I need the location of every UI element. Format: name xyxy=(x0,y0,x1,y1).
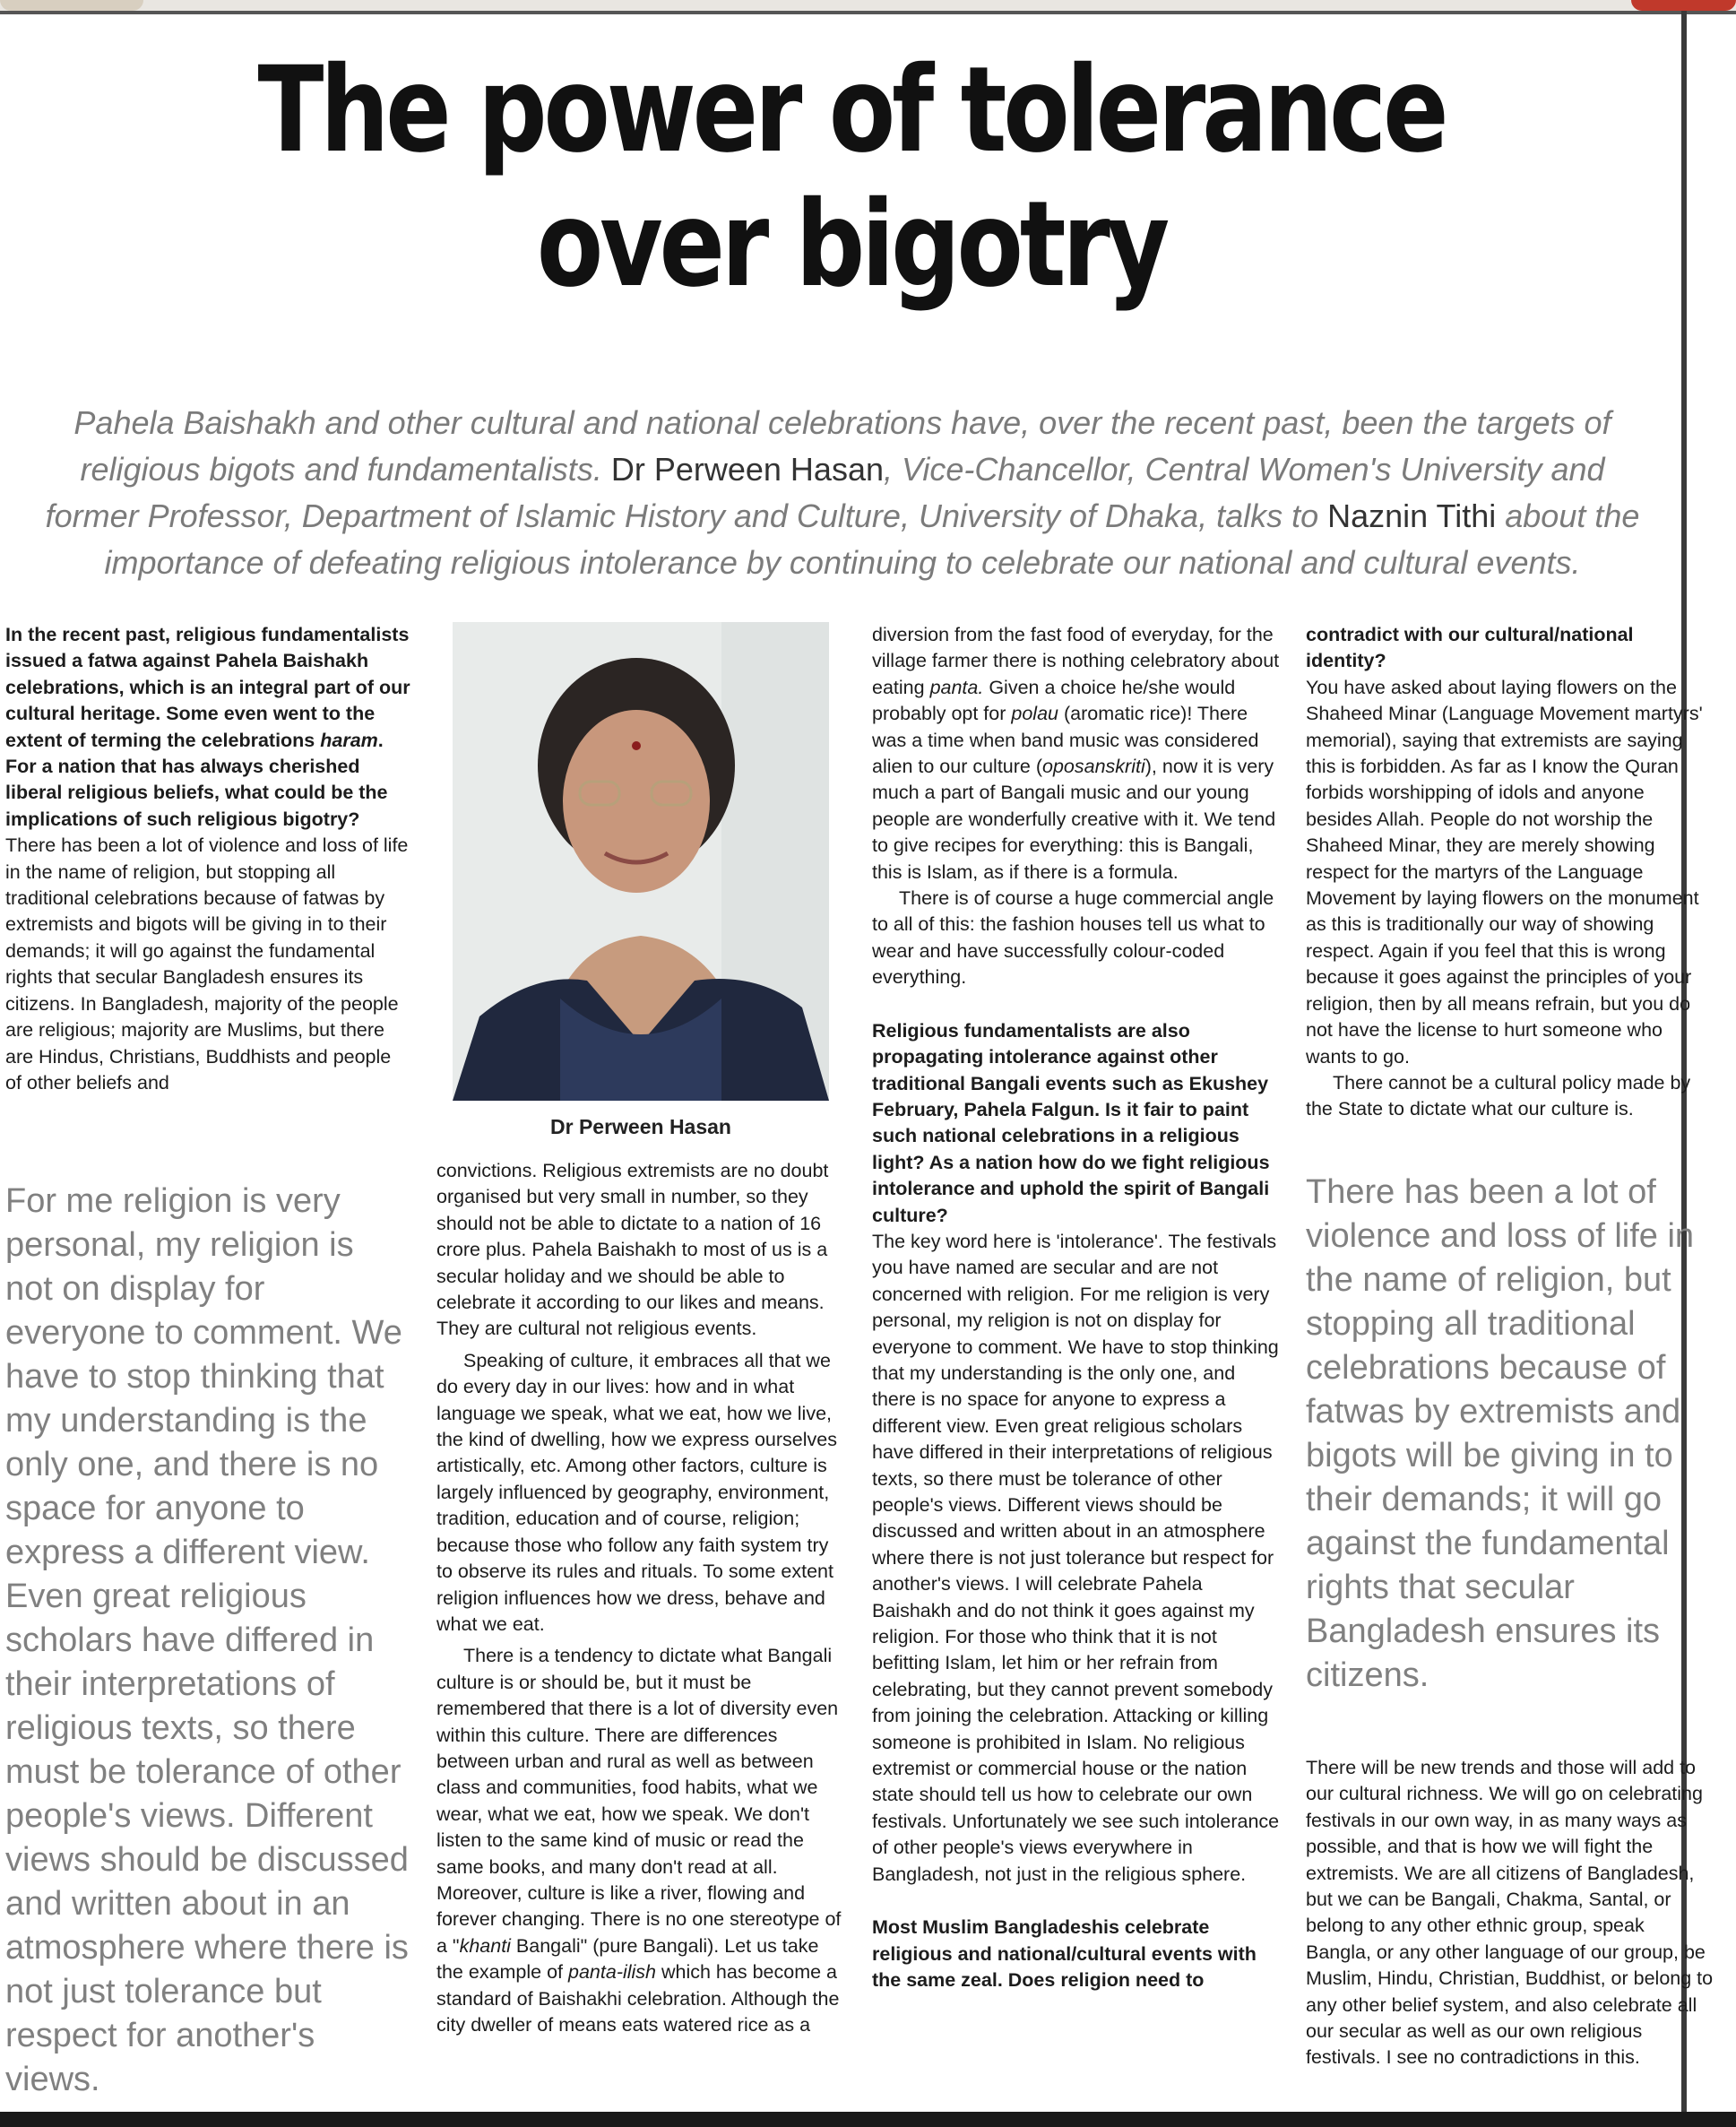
pull-quote-right: There has been a lot of violence and loss of life in the name of religion, but stopping all traditional celebrations because of fatwas by extremists and bigots will be giving in to their demands; it will go against the fundamental rights that secular Bangladesh ensures its citizens. xyxy=(1306,1173,1695,1694)
paragraph-3-1-text-b: Given a choice he/she would probably opt for xyxy=(872,676,1236,725)
paragraph-3-1-emphasis-1: panta. xyxy=(929,676,984,698)
question-1-text-b: . For a nation that has always cherished liberal religious beliefs, what could be the implications of such religious bigotry? xyxy=(5,729,388,830)
column-4 xyxy=(1306,622,1714,1123)
paragraph-2-3-text-c: which has become a standard of Baishakhi celebration. Although the city dweller of means eats watered rice as a xyxy=(436,1961,840,2036)
spacer xyxy=(872,1888,1281,1915)
answer-4: There will be new trends and those will add to our cultural richness. We will go on celebrating festivals in our own way, in as many ways as possible, and that is how we will fight the extremists. We are all citizens of Bangladesh, but we can be Bangali, Chakma, Santal, or belong to any other ethnic group, speak Bangla, or any other language of our group, be Muslim, Hindu, Christian, Buddhist, or belong to any other belief system, and also celebrate all our secular as well as our own religious festivals. I see no contradictions in this. xyxy=(1306,1757,1714,2069)
bottom-rule xyxy=(0,2112,1736,2127)
paragraph-2-3-text-a: There is a tendency to dictate what Bangali culture is or should be, but it must be remembered that there is a lot of diversity even within this culture. There are differences between urban and rural as well as between class and communities, food habits, what we wear, what we eat, how we speak. We don't listen to the same kind of music or read the same books, and many don't read at all. Moreover, culture is like a river, flowing and forever changing. There is no one stereotype of a " xyxy=(436,1645,842,1957)
standfirst-text-3: about the importance of defeating religious intolerance by continuing to celebrate our national and cultural events. xyxy=(104,497,1640,581)
portrait-photo xyxy=(453,622,829,1101)
question-1-text-a: In the recent past, religious fundamentalists issued a fatwa against Pahela Baishakh celebrations, which is an integral part of our cultural heritage. Some even went to the extent of terming the celebrations xyxy=(5,624,410,751)
question-1 xyxy=(5,622,410,833)
headline-line-1: The power of tolerance xyxy=(257,41,1446,179)
spacer xyxy=(872,991,1281,1018)
answer-2: The key word here is 'intolerance'. The festivals you have named are secular and are not concerned with religion. For me religion is very personal, my religion is not on display for everyone to comment. We have to stop thinking that my understanding is the only one, and there is no space for anyone to express a different view. Even great religious scholars have differed in their interpretations of religious texts, so there must be tolerance of other people's views. Different views should be discussed and written about in an atmosphere where there is not just tolerance but respect for another's views. I will celebrate Pahela Baishakh and do not think it goes against my religion. For those who think that it is not befitting Islam, let him or her refrain from celebrating, but they cannot prevent somebody from joining the celebration. Attacking or killing someone is prohibited in Islam. No religious extremist or commercial house or the nation state should tell us how to celebrate our own festivals. Unfortunately we see such intolerance of other people's views everywhere in Bangladesh, not just in the religious sphere. xyxy=(872,1230,1280,1885)
paragraph-3-1-emphasis-2: polau xyxy=(1011,703,1058,725)
top-strip-ornament-right xyxy=(1631,0,1736,11)
paragraph-3-1-text-d: ), now it is very much a part of Bangali music and our young people are wonderfully creative with it. We tend to give recipes for everything: this is Bangali, this is Islam, as if there is a formula. xyxy=(872,756,1276,883)
standfirst-text-2: , Vice-Chancellor, Central Women's University and former Professor, Department of Islamic History and Culture, University of Dhaka, talks to xyxy=(45,451,1605,534)
paragraph-2-3-text-b: Bangali" (pure Bangali). Let us take the example of xyxy=(436,1934,819,1984)
top-strip-ornament-left xyxy=(0,0,143,11)
paragraph-3-1-text-c: (aromatic rice)! There was a time when band music was considered alien to our culture ( xyxy=(872,703,1259,778)
standfirst-text-1: Pahela Baishakh and other cultural and national celebrations have, over the recent past, been the targets of religious bigots and fundamentalists. xyxy=(73,404,1611,488)
question-1-emphasis: haram xyxy=(320,729,378,751)
pull-quote-left: For me religion is very personal, my religion is not on display for everyone to comment. We have to stop thinking that my understanding is the only one, and there is no space for anyone to express a different view. Even great religious scholars have differed in their interpretations of religious texts, so there must be tolerance of other people's views. Different views should be discussed and written about in an atmosphere where there is not just tolerance but respect for another's views. xyxy=(5,1182,409,2098)
paragraph-2-1: convictions. Religious extremists are no doubt organised but very small in number, so they should not be able to dictate to a nation of 16 crore plus. Pahela Baishakh to most of us is a secular holiday and we should be able to celebrate it according to our likes and means. They are cultural not religious events. xyxy=(436,1160,829,1340)
headline-line-2: over bigotry xyxy=(536,176,1167,314)
standfirst xyxy=(36,400,1649,586)
photo-caption: Dr Perween Hasan xyxy=(550,1115,731,1138)
question-3: Most Muslim Bangladeshis celebrate religious and national/cultural events with the same zeal. Does religion need to xyxy=(872,1916,1257,1991)
paragraph-3-1-text-a: diversion from the fast food of everyday, for the village farmer there is nothing celebratory about eating xyxy=(872,624,1280,698)
paragraph-3-2: There is of course a huge commercial angle to all of this: the fashion houses tell us what to wear and have successfully colour-coded everything. xyxy=(872,887,1274,989)
answer-3: You have asked about laying flowers on the Shaheed Minar (Language Movement martyrs' memorial), saying that extremists are saying this is forbidden. As far as I know the Quran forbids worshipping of idols and anyone besides Allah. People do not worship the Shaheed Minar, they are merely showing respect for the martyrs of the Language Movement by laying flowers on the monument as this is traditionally our way of showing respect. Again if you feel that this is wrong because it goes against the principles of your religion, then by all means refrain, but you do not have the license to hurt someone who wants to go. xyxy=(1306,676,1703,1068)
top-strip xyxy=(0,0,1736,14)
answer-3-continued: There cannot be a cultural policy made by the State to dictate what our culture is. xyxy=(1306,1071,1691,1120)
column-4-bottom xyxy=(1306,1755,1714,2071)
paragraph-3-1 xyxy=(872,622,1281,886)
column-3 xyxy=(872,622,1281,1993)
paragraph-2-3-emphasis-2: panta-ilish xyxy=(568,1961,657,1984)
headline xyxy=(212,43,1491,312)
paragraph-3-1-emphasis-3: oposanskriti xyxy=(1042,756,1145,778)
column-2 xyxy=(436,1158,842,2038)
question-3-continued: contradict with our cultural/national identity? xyxy=(1306,624,1634,672)
paragraph-2-3-emphasis-1: khanti xyxy=(459,1934,511,1957)
paragraph-2-3 xyxy=(436,1643,842,2038)
answer-1: There has been a lot of violence and loss of life in the name of religion, but stopping all traditional celebrations because of fatwas by extremists and bigots will be giving in to their demands; it will go against the fundamental rights that secular Bangladesh ensures its citizens. In Bangladesh, majority of the people are religious; majority are Muslims, but there are Hindus, Christians, Buddhists and people of other beliefs and xyxy=(5,834,409,1094)
column-1 xyxy=(5,622,410,1096)
standfirst-interviewee: Dr Perween Hasan xyxy=(610,451,884,488)
question-2: Religious fundamentalists are also propagating intolerance against other traditional Bangali events such as Ekushey February, Pahela Falgun. Is it fair to paint such national celebrations in a religious light? As a nation how do we fight religious intolerance and uphold the spirit of Bangali culture? xyxy=(872,1019,1270,1226)
paragraph-2-2: Speaking of culture, it embraces all that we do every day in our lives: how and in what language we speak, what we eat, how we live, the kind of dwelling, how we express ourselves artistically, etc. Among other factors, culture is largely influenced by geography, environment, tradition, education and of course, religion; because those who follow any faith system try to observe its rules and rituals. To some extent religion influences how we dress, behave and what we eat. xyxy=(436,1349,837,1635)
standfirst-interviewer: Naznin Tithi xyxy=(1327,497,1497,534)
